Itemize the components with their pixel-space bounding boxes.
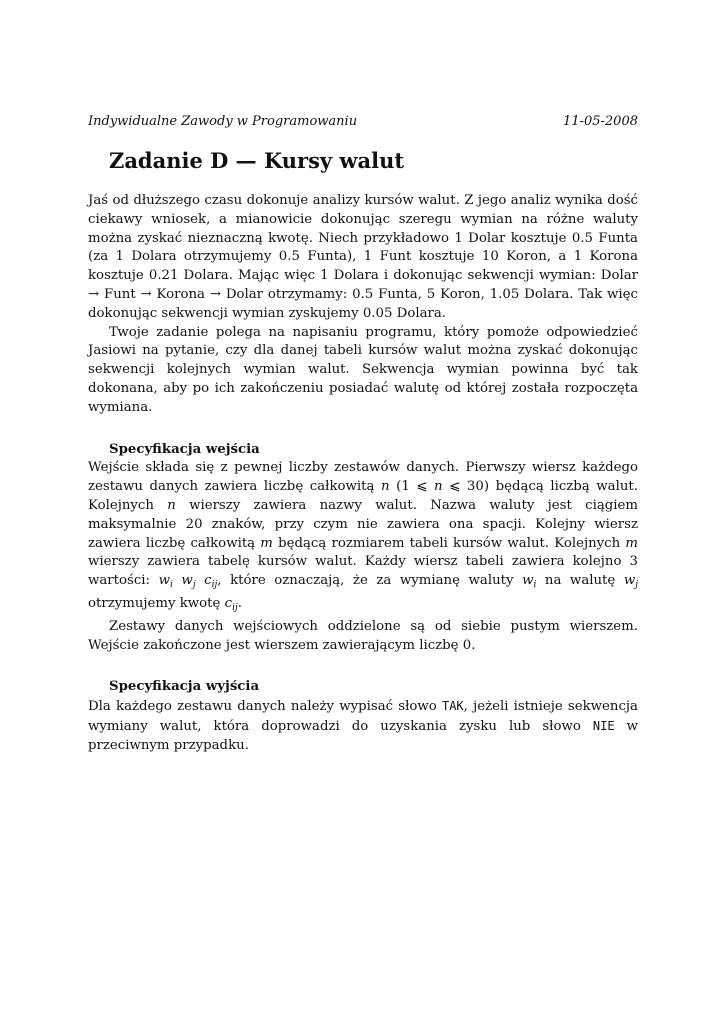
- document-body: [88, 192, 638, 756]
- input-spec-paragraph-1: Wejście składa się z pewnej liczby zestawów danych. Pierwszy wiersz każdego zestawu danych zawiera liczbę całkowitą n (1 ⩽ n ⩽ 30) będącą liczbą walut. Kolejnych n wierszy zawiera nazwy walut. Nazwa waluty jest ciągiem maksymalnie 20 znaków, przy czym nie zawiera ona spacji. Kolejny wiersz zawiera liczbę całkowitą m będącą rozmiarem tabeli kursów walut. Kolejnych m wierszy zawiera tabelę kursów walut. Każdy wiersz tabeli zawiera kolejno 3 wartości: $w_i$ $w_j$ $c_{ij}$, które oznaczają, że za wymianę waluty $w_i$ na walutę $w_j$ otrzymujemy kwotę $c_{ij}$.: [88, 460, 639, 613]
- keyword-tak: TAK: [441, 699, 464, 714]
- input-spec-heading: Specyfikacja wejścia: [109, 441, 260, 457]
- page-header: [88, 114, 638, 129]
- page-title: Zadanie D — Kursy walut: [109, 148, 405, 173]
- intro-paragraph-1: Jaś od dłuższego czasu dokonuje analizy kursów walut. Z jego analiz wynika dość ciekawy wniosek, a mianowicie dokonując szeregu wymian na różne waluty można zyskać nieznaczną kwotę. Niech przykładowo 1 Dolar kosztuje 0.5 Funta (za 1 Dolara otrzymujemy 0.5 Funta), 1 Funt kosztuje 10 Koron, a 1 Korona kosztuje 0.21 Dolara. Mając więc 1 Dolara i dokonując sekwencji wymian: Dolar → Funt → Korona → Dolar otrzymamy: 0.5 Funta, 5 Koron, 1.05 Dolara. Tak więc dokonując sekwencji wymian zyskujemy 0.05 Dolara.: [88, 193, 638, 321]
- header-date: 11-05-2008: [563, 114, 638, 129]
- keyword-nie: NIE: [592, 718, 615, 733]
- header-contest-name: Indywidualne Zawody w Programowaniu: [88, 114, 358, 129]
- output-spec-heading: Specyfikacja wyjścia: [109, 679, 260, 695]
- output-spec-paragraph-1: Dla każdego zestawu danych należy wypisać słowo TAK, jeżeli istnieje sekwencja wymiany walut, która doprowadzi do uzyskania zysku lub słowo NIE w przeciwnym przypadku.: [88, 699, 639, 753]
- input-spec-paragraph-2: Zestawy danych wejściowych oddzielone są od siebie pustym wierszem. Wejście zakończone jest wierszem zawierającym liczbę 0.: [88, 618, 638, 653]
- intro-paragraph-2: Twoje zadanie polega na napisaniu programu, który pomoże odpowiedzieć Jasiowi na pytanie, czy dla danej tabeli kursów walut można zyskać dokonując sekwencji kolejnych wymian walut. Sekwencja wymian powinna być tak dokonana, aby po ich zakończeniu posiadać walutę od której została rozpoczęta wymiana.: [88, 324, 638, 415]
